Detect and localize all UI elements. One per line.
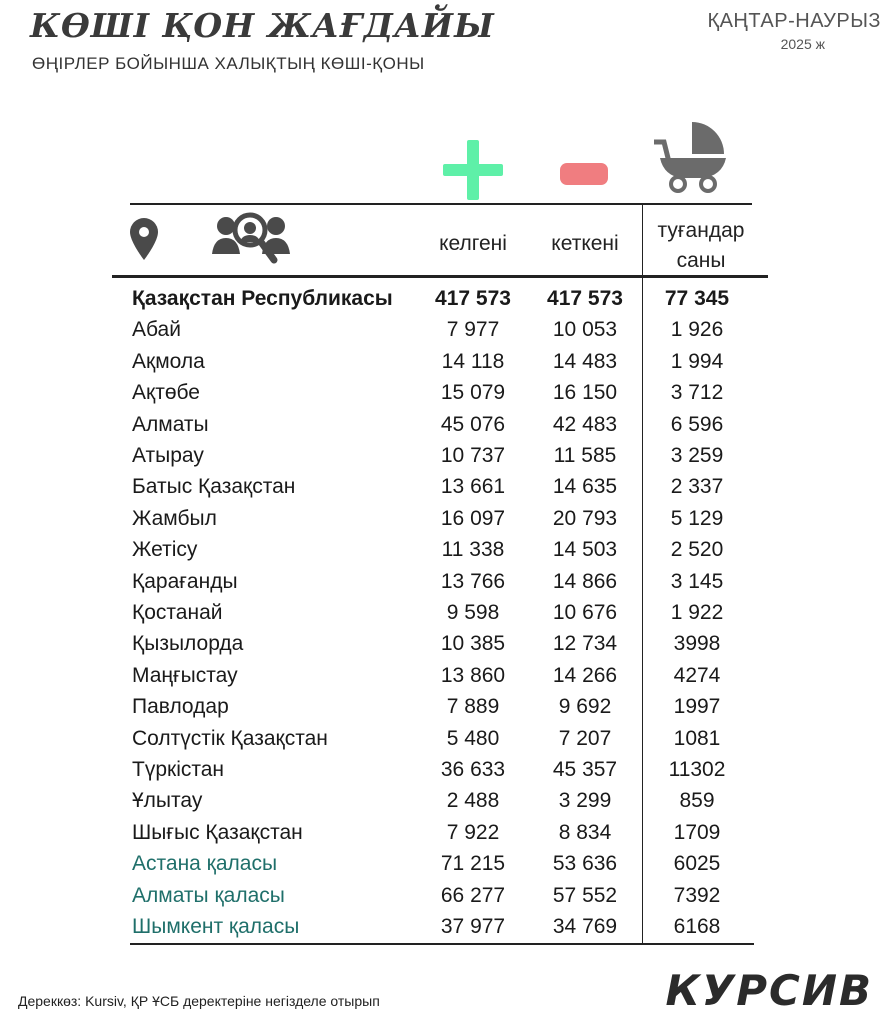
- left-value: 11 585: [553, 444, 617, 467]
- page-subtitle: ӨҢІРЛЕР БОЙЫНША ХАЛЫҚТЫҢ КӨШІ-ҚОНЫ: [32, 54, 425, 73]
- table-header-rule: [112, 275, 768, 278]
- left-value: 10 053: [552, 318, 618, 342]
- left-value: 417 573: [547, 287, 623, 310]
- arrived-value: 7 922: [446, 820, 500, 844]
- table-row: [132, 723, 752, 754]
- table-row: [132, 628, 752, 659]
- region-name: Қазақстан Республикасы: [132, 287, 393, 310]
- region-name: Қарағанды: [132, 569, 238, 593]
- source-note: Дереккөз: Kursiv, ҚР ҰСБ деректеріне негізделе отырып: [18, 993, 380, 1009]
- births-value: 1081: [673, 726, 721, 750]
- births-value: 1 994: [670, 349, 724, 373]
- arrived-value: 11 338: [441, 538, 505, 562]
- people-search-icon: [212, 210, 290, 266]
- arrived-value: 13 766: [440, 569, 506, 593]
- table-row: [132, 314, 752, 345]
- births-value: 859: [679, 789, 715, 813]
- table-top-rule: [130, 203, 752, 205]
- births-value: 3 712: [670, 381, 724, 405]
- arrived-value: 66 277: [440, 883, 506, 907]
- location-pin-icon: [130, 218, 158, 260]
- arrived-value: 71 215: [440, 852, 506, 876]
- col-arrived-label: келгені: [439, 232, 507, 255]
- table-row: [132, 660, 752, 691]
- region-name: Астана қаласы: [132, 852, 278, 876]
- region-name: Шымкент қаласы: [132, 915, 300, 938]
- left-value: 14 866: [552, 569, 618, 593]
- arrived-value: 13 661: [440, 475, 506, 499]
- births-value: 3 259: [670, 444, 724, 467]
- col-births-label: туғандар саны: [657, 219, 745, 272]
- arrived-value: 36 633: [440, 758, 506, 781]
- region-name: Түркістан: [132, 758, 225, 781]
- arrived-value: 5 480: [446, 726, 500, 750]
- left-value: 53 636: [552, 852, 618, 876]
- births-value: 11302: [668, 758, 726, 781]
- left-value: 8 834: [558, 820, 612, 844]
- left-value: 14 483: [552, 349, 618, 373]
- births-value: 6168: [673, 915, 721, 938]
- region-name: Қызылорда: [132, 632, 244, 656]
- arrived-value: 10 737: [440, 444, 506, 467]
- arrived-value: 9 598: [446, 601, 500, 624]
- left-value: 9 692: [558, 695, 612, 719]
- city-row: [132, 911, 752, 942]
- period-label: ҚАҢТАР-НАУРЫЗ: [707, 10, 881, 32]
- arrived-value: 7 977: [446, 318, 500, 342]
- births-value: 6 596: [670, 412, 724, 436]
- table-row: [132, 409, 752, 440]
- births-value: 1997: [673, 695, 721, 719]
- city-row: [132, 880, 752, 911]
- arrived-value: 45 076: [440, 412, 506, 436]
- births-value: 1709: [673, 820, 721, 844]
- region-name: Ұлытау: [132, 789, 203, 813]
- region-name: Ақмола: [132, 349, 205, 373]
- left-value: 3 299: [558, 789, 612, 813]
- city-row: [132, 848, 752, 879]
- arrived-value: 7 889: [446, 695, 500, 719]
- table-row: [132, 691, 752, 722]
- left-value: 45 357: [552, 758, 618, 781]
- region-name: Жетісу: [132, 538, 198, 562]
- page-title: КӨШІ ҚОН ЖАҒДАЙЫ: [30, 6, 495, 45]
- table-row: [132, 754, 752, 785]
- region-name: Шығыс Қазақстан: [132, 820, 303, 844]
- left-value: 14 503: [552, 538, 618, 562]
- births-value: 4274: [673, 663, 721, 687]
- col-left-label: кеткені: [551, 232, 619, 255]
- region-name: Алматы қаласы: [132, 883, 285, 907]
- births-value: 2 520: [670, 538, 724, 562]
- arrived-value: 10 385: [440, 632, 506, 656]
- region-name: Абай: [132, 318, 181, 342]
- year-label: 2025 ж: [780, 36, 825, 52]
- table-row: [132, 597, 752, 628]
- total-row: [132, 283, 752, 314]
- births-value: 1 922: [670, 601, 724, 624]
- table-row: [132, 817, 752, 848]
- region-name: Ақтөбе: [132, 381, 200, 405]
- table-row: [132, 785, 752, 816]
- arrived-value: 14 118: [441, 349, 505, 373]
- left-value: 12 734: [552, 632, 618, 656]
- left-value: 57 552: [552, 883, 618, 907]
- plus-icon: [443, 140, 503, 200]
- left-value: 10 676: [552, 601, 618, 624]
- births-value: 3 145: [670, 569, 724, 593]
- region-name: Павлодар: [132, 695, 229, 719]
- arrived-value: 2 488: [446, 789, 500, 813]
- region-name: Атырау: [132, 444, 204, 467]
- births-value: 5 129: [670, 506, 724, 530]
- brand-logo: КУРСИВ: [665, 966, 873, 1015]
- table-row: [132, 471, 752, 502]
- left-value: 14 635: [552, 475, 618, 499]
- births-value: 77 345: [664, 287, 730, 310]
- arrived-value: 417 573: [435, 287, 511, 310]
- births-value: 3998: [673, 632, 721, 656]
- region-name: Маңғыстау: [132, 663, 238, 687]
- left-value: 16 150: [552, 381, 618, 405]
- left-value: 14 266: [552, 663, 618, 687]
- arrived-value: 37 977: [440, 915, 506, 938]
- table-row: [132, 566, 752, 597]
- table-row: [132, 503, 752, 534]
- region-name: Батыс Қазақстан: [132, 475, 296, 499]
- births-value: 1 926: [670, 318, 724, 342]
- minus-icon: [560, 163, 608, 185]
- region-name: Алматы: [132, 412, 209, 436]
- births-value: 6025: [673, 852, 721, 876]
- arrived-value: 15 079: [440, 381, 506, 405]
- births-value: 7392: [673, 883, 721, 907]
- table-row: [132, 534, 752, 565]
- region-name: Қостанай: [132, 601, 223, 624]
- baby-stroller-icon: [654, 116, 730, 194]
- table-row: [132, 440, 752, 471]
- table-row: [132, 377, 752, 408]
- left-value: 7 207: [558, 726, 612, 750]
- arrived-value: 13 860: [440, 663, 506, 687]
- births-value: 2 337: [670, 475, 724, 499]
- left-value: 20 793: [552, 506, 618, 530]
- region-name: Солтүстік Қазақстан: [132, 726, 328, 750]
- table-bottom-rule: [130, 943, 754, 945]
- left-value: 34 769: [552, 915, 618, 938]
- arrived-value: 16 097: [440, 506, 506, 530]
- left-value: 42 483: [552, 412, 618, 436]
- table-row: [132, 346, 752, 377]
- region-name: Жамбыл: [132, 506, 217, 530]
